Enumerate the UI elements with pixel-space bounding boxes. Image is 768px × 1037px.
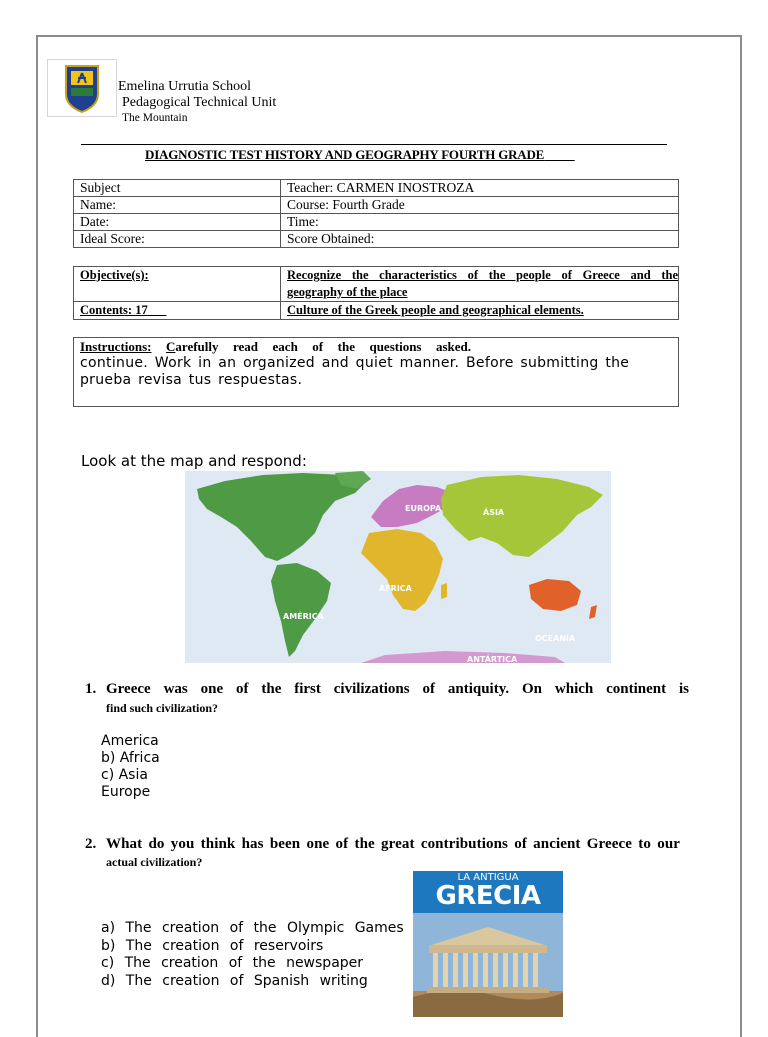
time-cell[interactable]: Time:: [281, 214, 679, 231]
test-title: DIAGNOSTIC TEST HISTORY AND GEOGRAPHY FOURTH GRADE: [145, 147, 545, 162]
question-2-option[interactable]: b) The creation of reservoirs: [101, 937, 324, 954]
africa-label: ÁFRICA: [379, 584, 412, 593]
america-label: AMÉRICA: [283, 612, 324, 621]
instructions-body: continue. Work in an organized and quiet manner. Before submitting the prueba revisa tus respuestas.: [80, 355, 630, 388]
question-2-text: What do you think has been one of the great contributions of ancient Greece to our: [106, 836, 681, 852]
question-1-text-cont: find such civilization?: [106, 701, 219, 715]
antarctica-label: ANTÁRTICA: [467, 655, 518, 663]
question-1-number: 1.: [85, 681, 97, 697]
contents-label: Contents: 17: [74, 302, 281, 320]
book-subtitle: LA ANTIGUA: [457, 872, 519, 883]
student-info-table: [73, 179, 679, 248]
map-prompt: Look at the map and respond:: [81, 452, 307, 470]
course-cell: Course: Fourth Grade: [281, 197, 679, 214]
question-1-option[interactable]: Europe: [101, 784, 151, 800]
question-1-option[interactable]: America: [101, 733, 159, 749]
asia-shape: [441, 475, 603, 557]
contents-text: Culture of the Greek people and geographical elements.: [281, 302, 679, 320]
header-rule: [81, 144, 667, 145]
name-cell[interactable]: Name:: [74, 197, 281, 214]
question-1-options: [101, 733, 160, 801]
south-america-shape: [271, 563, 331, 657]
book-title: GRECIA: [435, 881, 541, 911]
instructions-box: [73, 337, 679, 407]
objective-label: Objective(s):: [74, 267, 281, 302]
oceania-label: OCEANIA: [535, 634, 576, 643]
subject-cell: Subject: [74, 180, 281, 197]
objectives-table: [73, 266, 679, 320]
question-2-option[interactable]: d) The creation of Spanish writing: [101, 972, 368, 989]
question-1-text: Greece was one of the first civilizations of antiquity. On which continent is: [106, 681, 689, 697]
objective-text: Recognize the characteristics of the people of Greece and the geography of the place: [281, 267, 679, 302]
school-location: The Mountain: [122, 112, 188, 124]
teacher-cell: Teacher: CARMEN INOSTROZA: [281, 180, 679, 197]
question-2-text-cont: actual civilization?: [106, 855, 203, 869]
unit-name: Pedagogical Technical Unit: [122, 95, 277, 110]
question-1-option[interactable]: c) Asia: [101, 767, 148, 783]
school-logo: [47, 59, 117, 117]
oceania-shape: [529, 579, 581, 611]
question-2-number: 2.: [85, 836, 97, 852]
ideal-score-cell: Ideal Score:: [74, 231, 281, 248]
school-name: Emelina Urrutia School: [118, 79, 251, 94]
world-map: [185, 471, 611, 663]
date-cell[interactable]: Date:: [74, 214, 281, 231]
score-obtained-cell[interactable]: Score Obtained:: [281, 231, 679, 248]
africa-shape: [361, 529, 443, 611]
document-page: [36, 35, 742, 1037]
question-1-option[interactable]: b) Africa: [101, 750, 160, 766]
question-2-option[interactable]: c) The creation of the newspaper: [101, 955, 364, 971]
instructions-heading: Instructions: Carefully read each of the questions asked.: [80, 339, 472, 354]
question-2-options: [101, 920, 404, 990]
greece-book-cover: [413, 871, 563, 1017]
antarctica-shape: [361, 651, 565, 663]
question-2-option[interactable]: a) The creation of the Olympic Games: [101, 920, 404, 936]
parthenon-image: [413, 871, 563, 1017]
europe-label: EUROPA: [405, 504, 442, 513]
north-america-shape: [197, 473, 367, 561]
asia-label: ÁSIA: [483, 508, 505, 517]
school-crest-icon: [48, 60, 116, 116]
